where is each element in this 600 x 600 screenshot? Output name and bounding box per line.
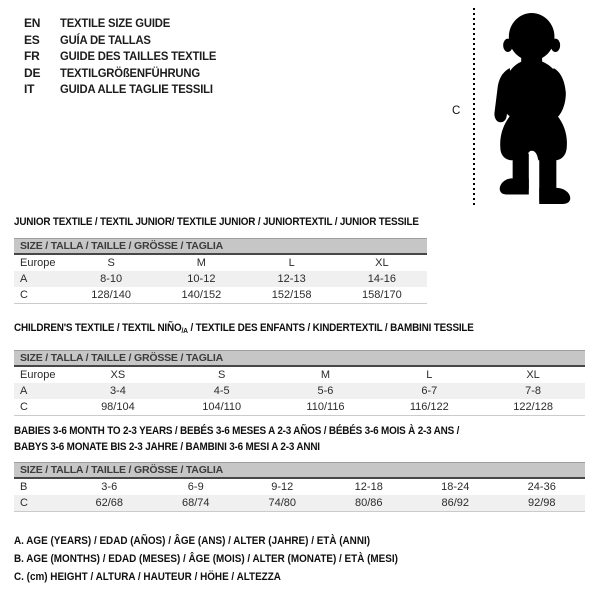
cell: XL: [526, 369, 540, 381]
language-label: TEXTILGRÖßENFÜHRUNG: [60, 65, 200, 80]
size-header-bar: SIZE / TALLA / TAILLE / GRÖSSE / TAGLIA: [14, 462, 585, 479]
cell: 9-12: [271, 481, 294, 493]
cell: 12-18: [354, 481, 383, 493]
language-label: GUIDE DES TAILLES TEXTILE: [60, 49, 217, 63]
cell: 140/152: [181, 289, 222, 301]
children-table: [14, 350, 585, 416]
cell: 68/74: [181, 497, 210, 509]
cell: 74/80: [268, 497, 297, 509]
table-row: [14, 383, 585, 399]
language-code: ES: [24, 32, 40, 47]
language-row: [24, 48, 226, 65]
children-section-title: [14, 321, 474, 339]
cell: 3-6: [101, 481, 118, 493]
cell: 4-5: [213, 385, 230, 397]
height-marker-label: C: [452, 105, 461, 117]
cell: 86/92: [441, 497, 470, 509]
language-row: [24, 15, 226, 32]
cell: XS: [110, 369, 126, 381]
legend-line-b: B. AGE (MONTHS) / EDAD (MESES) / ÂGE (MOIS) / ALTER (MONATE) / ETÀ (MESI): [14, 553, 398, 565]
cell: S: [218, 369, 226, 381]
language-row: [24, 81, 226, 98]
table-row: [14, 367, 585, 383]
cell: 6-7: [421, 385, 438, 397]
language-code: DE: [24, 65, 41, 80]
table-row: [14, 495, 585, 511]
cell: S: [107, 257, 115, 269]
language-row: [24, 65, 226, 82]
cell: XL: [375, 257, 389, 269]
cell: 80/86: [354, 497, 383, 509]
row-label: C: [20, 401, 28, 413]
cell: 6-9: [187, 481, 204, 493]
legend-line-a: A. AGE (YEARS) / EDAD (AÑOS) / ÂGE (ANS) / ALTER (JAHRE) / ETÀ (ANNI): [14, 535, 371, 547]
babies-section-title: [14, 424, 459, 455]
cell: 128/140: [91, 289, 131, 301]
table-row: [14, 271, 427, 287]
row-label: Europe: [20, 369, 56, 381]
cell: 104/110: [202, 401, 242, 413]
table-row: [14, 479, 585, 495]
children-title-pre: CHILDREN'S TEXTILE / TEXTIL NIÑO: [14, 322, 182, 334]
table-row: [14, 399, 585, 415]
table-row: [14, 287, 427, 303]
cell: 24-36: [527, 481, 556, 493]
language-label: GUIDA ALLE TAGLIE TESSILI: [60, 82, 213, 96]
cell: L: [288, 257, 295, 269]
cell: 92/98: [527, 497, 556, 509]
cell: L: [426, 369, 433, 381]
babies-table: [14, 462, 585, 512]
junior-table: [14, 238, 427, 304]
cell: 7-8: [525, 385, 542, 397]
cell: 62/68: [95, 497, 124, 509]
cell: 122/128: [513, 401, 553, 413]
children-title-sub: /A: [181, 326, 188, 335]
size-header-bar: SIZE / TALLA / TAILLE / GRÖSSE / TAGLIA: [14, 350, 585, 367]
height-dotted-line: [473, 8, 475, 207]
table-row: [14, 255, 427, 271]
cell: M: [320, 369, 331, 381]
cell: 8-10: [100, 273, 123, 285]
legend-line-c: C. (cm) HEIGHT / ALTURA / HAUTEUR / HÖHE / ALTEZZA: [14, 571, 281, 583]
legend: [14, 532, 441, 586]
row-label: A: [20, 273, 28, 285]
language-code: IT: [24, 82, 35, 96]
cell: 14-16: [367, 273, 396, 285]
toddler-silhouette-icon: [487, 5, 582, 212]
language-list: [24, 15, 226, 98]
row-label: Europe: [20, 257, 56, 269]
language-label: GUÍA DE TALLAS: [60, 32, 151, 47]
cell: M: [196, 257, 206, 269]
junior-section-title: JUNIOR TEXTILE / TEXTIL JUNIOR/ TEXTILE JUNIOR / JUNIORTEXTIL / JUNIOR TESSILE: [14, 216, 419, 228]
cell: 116/122: [409, 401, 449, 413]
cell: 10-12: [187, 273, 216, 285]
children-title-post: / TEXTILE DES ENFANTS / KINDERTEXTIL / BAMBINI TESSILE: [187, 322, 474, 334]
cell: 152/158: [271, 289, 312, 301]
row-label: C: [20, 289, 28, 301]
cell: 12-13: [277, 273, 306, 285]
cell: 18-24: [441, 481, 470, 493]
language-code: FR: [24, 49, 40, 63]
cell: 5-6: [317, 385, 334, 397]
cell: 98/104: [101, 401, 135, 413]
cell: 158/170: [361, 289, 402, 301]
language-row: [24, 32, 226, 49]
row-label: B: [20, 481, 28, 493]
cell: 3-4: [109, 385, 126, 397]
babies-title-line2: BABYS 3-6 MONATE BIS 2-3 JAHRE / BAMBINI 3-6 MESI A 2-3 ANNI: [14, 440, 320, 453]
language-code: EN: [24, 16, 41, 30]
cell: 110/116: [306, 401, 345, 413]
row-label: A: [20, 385, 28, 397]
babies-title-line1: BABIES 3-6 MONTH TO 2-3 YEARS / BEBÉS 3-6 MESES A 2-3 AÑOS / BÉBÉS 3-6 MOIS À 2-3 ANS /: [14, 425, 460, 437]
row-label: C: [20, 497, 28, 509]
size-header-bar: SIZE / TALLA / TAILLE / GRÖSSE / TAGLIA: [14, 238, 427, 255]
language-label: TEXTILE SIZE GUIDE: [60, 16, 171, 30]
